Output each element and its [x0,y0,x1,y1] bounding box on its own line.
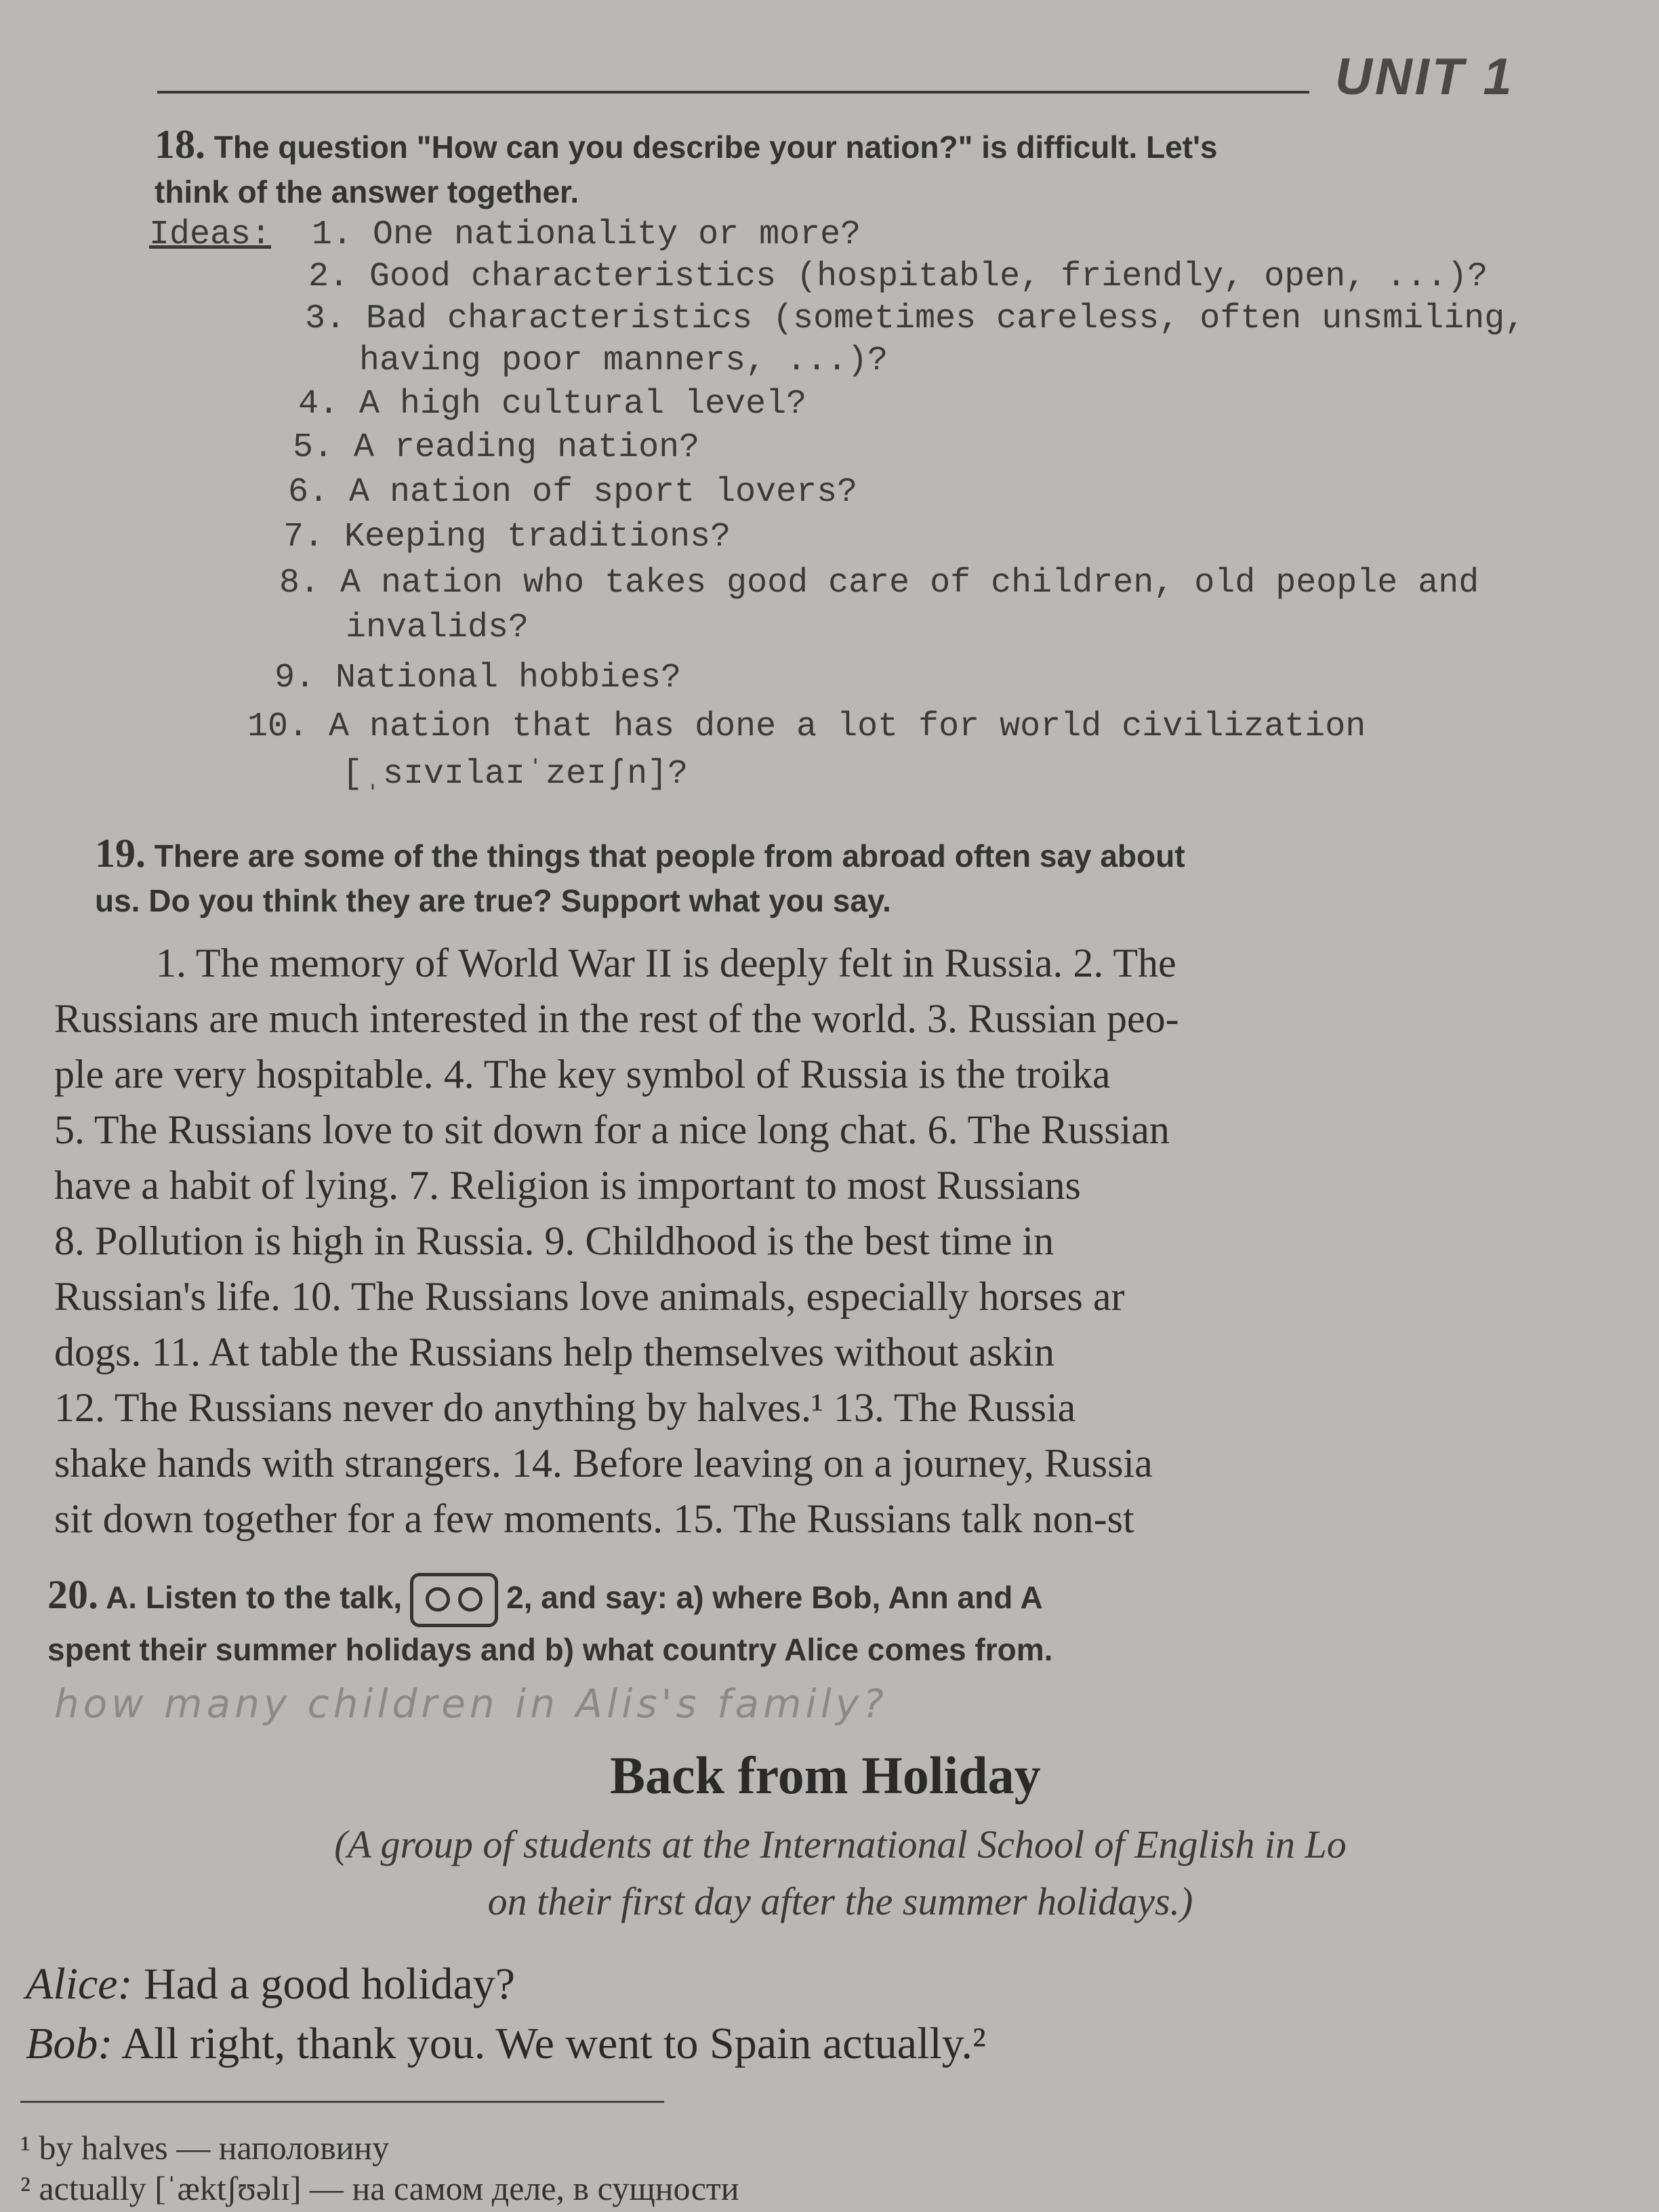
ex19-instruction [95,831,1654,923]
speaker: Bob: [26,2019,113,2068]
idea-item: 3. Bad characteristics (sometimes careless, often unsmiling, [305,300,1525,338]
ex18-line1: The question "How can you describe your nation?" is difficult. Let's [213,129,1218,165]
idea-item: 6. A nation of sport lovers? [288,473,858,512]
ex19-line2: us. Do you think they are true? Support what you say. [95,883,891,918]
ex19-line1: There are some of the things that people from abroad often say about [154,838,1185,874]
dialog-line [26,1959,515,2010]
statement-line: sit down together for a few moments. 15. The Russians talk non-st [54,1496,1134,1541]
speaker: Alice: [26,1959,133,2009]
idea-item: 9. National hobbies? [274,659,682,697]
unit-label: UNIT 1 [1335,48,1515,106]
subtitle-line: (A group of students at the International School of English in Lo [334,1822,1347,1866]
idea-item: [ˌsɪvɪlaɪˈzeɪʃn]? [342,755,689,794]
story-title: Back from Holiday [610,1746,1041,1805]
story-subtitle [34,1816,1647,1930]
statement-line: have a habit of lying. 7. Religion is important to most Russians [54,1163,1081,1208]
statement-line: Russian's life. 10. The Russians love animals, especially horses ar [54,1274,1125,1319]
subtitle-line: on their first day after the summer holidays.) [487,1879,1193,1923]
ex20-number: 20. [47,1572,98,1617]
footnote-rule [20,2101,664,2103]
cassette-icon [410,1573,498,1627]
statement-line: dogs. 11. At table the Russians help themselves without askin [54,1330,1054,1374]
idea-item: 1. One nationality or more? [312,216,861,254]
dialog-line [26,2018,986,2070]
idea-item: 5. A reading nation? [293,428,700,467]
statement-line: 1. The memory of World War II is deeply felt in Russia. 2. The [156,941,1176,985]
ex18-instruction [155,122,1645,214]
ex20-line1b: 2, and say: a) where Bob, Ann and A [506,1580,1043,1615]
utterance: All right, thank you. We went to Spain actually.² [121,2019,986,2068]
idea-item: 8. A nation who takes good care of children, old people and [279,564,1479,602]
header-rule [157,91,1309,94]
idea-item: 4. A high cultural level? [298,385,807,424]
idea-item: invalids? [346,609,529,647]
ex20-line2: spent their summer holidays and b) what country Alice comes from. [47,1631,1053,1667]
ex19-statements [54,935,1654,1547]
idea-item: 7. Keeping traditions? [283,518,731,556]
idea-item: having poor manners, ...)? [359,342,888,380]
statement-line: ple are very hospitable. 4. The key symbol of Russia is the troika [54,1052,1111,1097]
utterance: Had a good holiday? [144,1959,516,2009]
handwritten-note: how many children in Alis's family? [54,1681,888,1727]
ex18-line2: think of the answer together. [155,174,579,209]
ex20-line1a: A. Listen to the talk, [106,1580,403,1615]
footnote: ¹ by halves — наполовину [20,2129,390,2167]
ideas-label: Ideas: [149,216,272,254]
statement-line: 5. The Russians love to sit down for a nice long chat. 6. The Russian [54,1107,1170,1152]
statement-line: Russians are much interested in the rest of the world. 3. Russian peo- [54,996,1179,1041]
ex20-instruction [47,1572,1654,1672]
idea-item: 10. A nation that has done a lot for world civilization [247,708,1366,746]
statement-line: 12. The Russians never do anything by halves.¹ 13. The Russia [54,1385,1076,1430]
ex18-number: 18. [155,122,205,167]
statement-line: 8. Pollution is high in Russia. 9. Childhood is the best time in [54,1218,1054,1263]
ex19-number: 19. [95,831,146,876]
footnote: ² actually [ˈæktʃʊəlɪ] — на самом деле, в сущности [20,2169,739,2207]
statement-line: shake hands with strangers. 14. Before leaving on a journey, Russia [54,1441,1153,1486]
idea-item: 2. Good characteristics (hospitable, friendly, open, ...)? [308,258,1488,296]
